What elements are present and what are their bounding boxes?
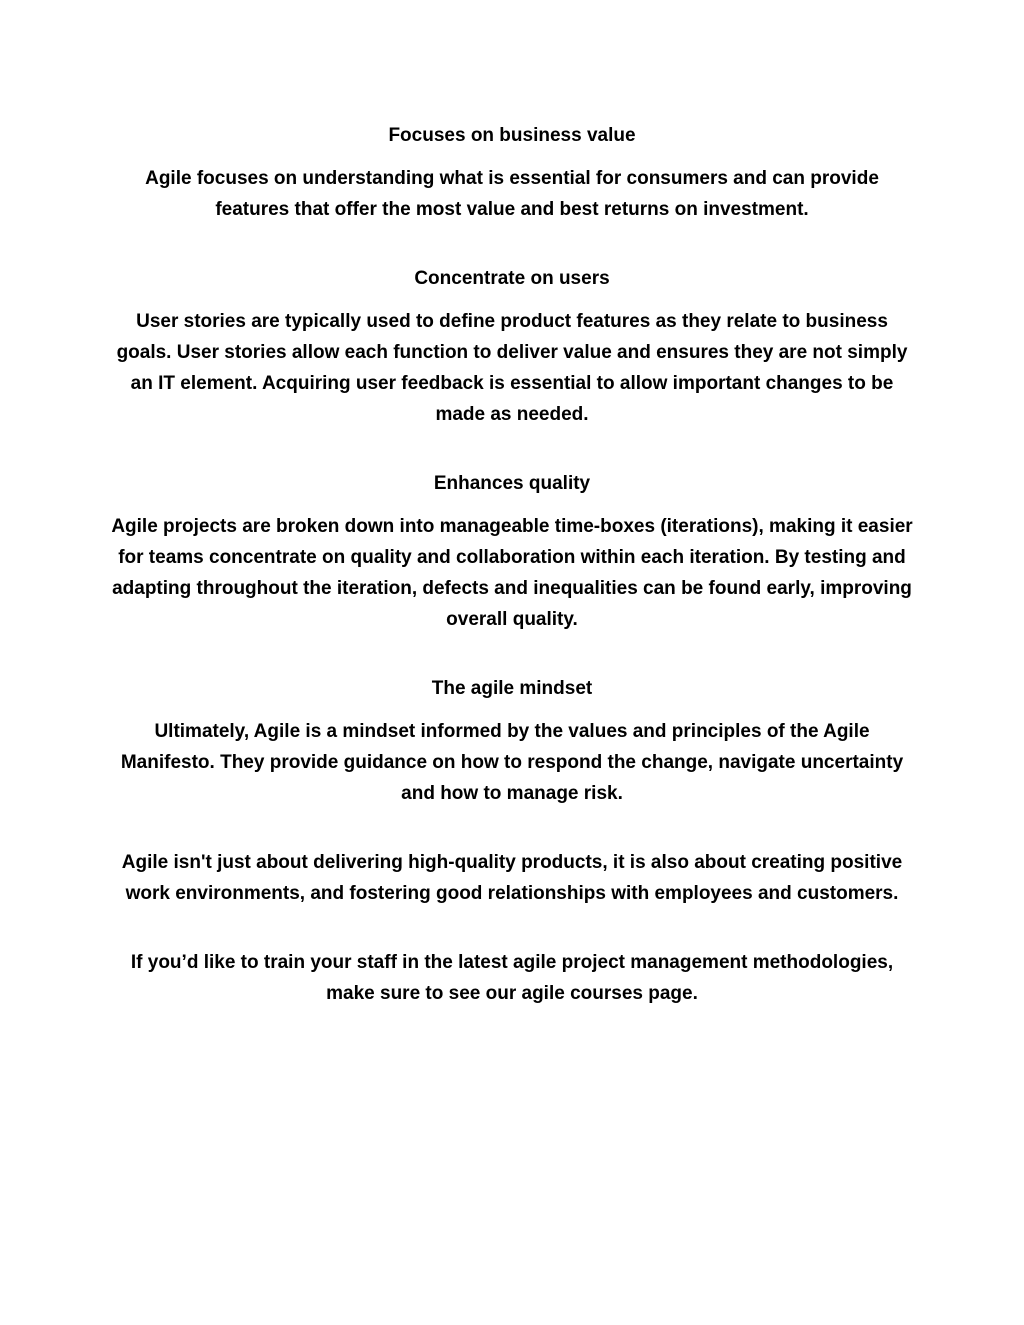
section-heading: The agile mindset: [431, 678, 593, 699]
closing-paragraph: If you’d like to train your staff in the latest agile project management methodologies, make sure to see our agile courses page.: [130, 952, 894, 1004]
section-business-value: [110, 120, 914, 225]
section-heading: Enhances quality: [433, 473, 591, 494]
section-body: User stories are typically used to define product features as they relate to business goals. User stories allow each function to deliver value and ensures they are not simply an IT element. Acquiring user feedback is essential to allow important changes to be made as needed.: [116, 311, 908, 425]
section-heading: Concentrate on users: [414, 268, 610, 289]
closing-paragraph: Agile isn't just about delivering high-quality products, it is also about creating positive work environments, and fostering good relationships with employees and customers.: [121, 852, 903, 904]
section-heading: Focuses on business value: [388, 125, 636, 146]
section-quality: [110, 468, 914, 635]
section-body: Agile projects are broken down into manageable time-boxes (iterations), making it easier for teams concentrate on quality and collaboration within each iteration. By testing and adapting throughout the iteration, defects and inequalities can be found early, improving overall quality.: [111, 516, 913, 630]
section-body: Agile focuses on understanding what is essential for consumers and can provide features that offer the most value and best returns on investment.: [145, 168, 879, 220]
section-mindset: [110, 673, 914, 809]
document-page: [110, 120, 914, 1047]
section-users: [110, 263, 914, 430]
section-body: Ultimately, Agile is a mindset informed by the values and principles of the Agile Manifesto. They provide guidance on how to respond the change, navigate uncertainty and how to manage risk.: [120, 721, 904, 804]
